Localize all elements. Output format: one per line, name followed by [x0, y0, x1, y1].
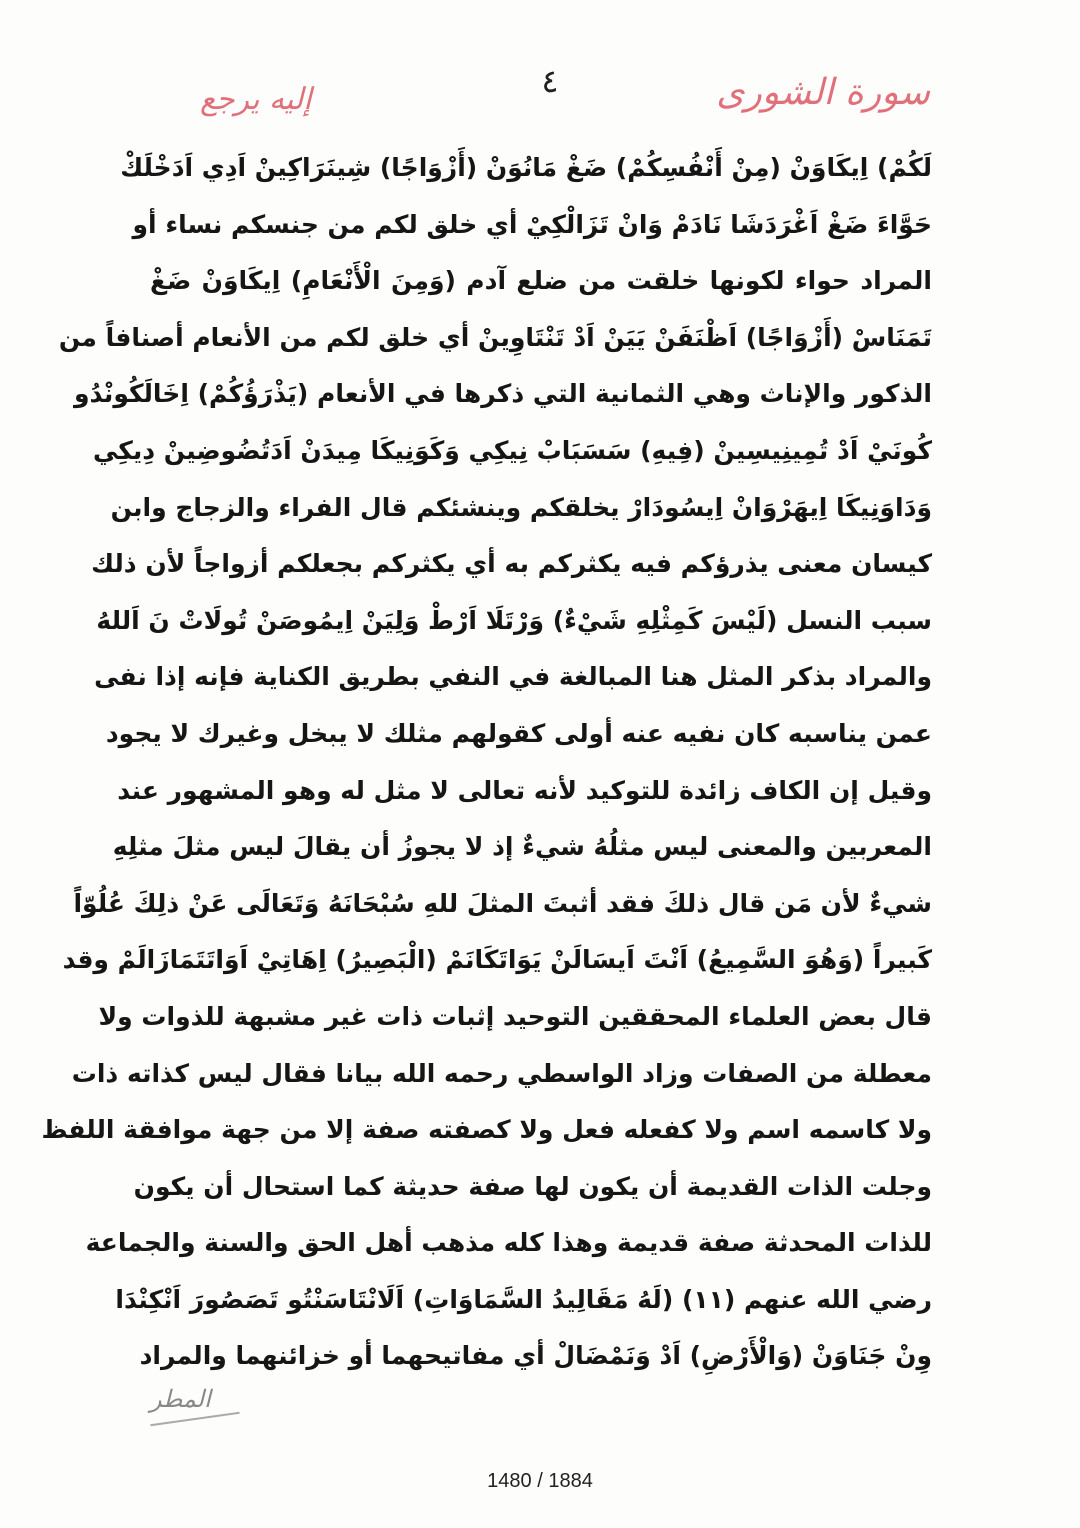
text-line: كُونَيْ اَدْ تُمِينِيسِينْ (فِيهِ) سَسَبَابْ نِيكِي وَكَوَنِيكَا مِيدَنْ اَدَتُضُوضِينْ دِيكِي — [92, 435, 932, 465]
text-line: معطلة من الصفات وزاد الواسطي رحمه الله بيانا فقال ليس كذاته ذات — [71, 1058, 932, 1088]
text-line: لَكُمْ) اِيكَاوَنْ (مِنْ أَنْفُسِكُمْ) ضَغْ مَانُوَنْ (أَزْوَاجًا) شِينَرَاكِينْ اَدِي اَدَخْلَكْ — [120, 153, 932, 182]
margin-note: إليه يرجع — [200, 82, 312, 117]
text-line: وِنْ جَنَاوَنْ (وَالْأَرْضِ) اَدْ وَنَمْضَالْ أي مفاتيحهما أو خزائنهما والمراد — [139, 1341, 932, 1371]
text-line: عمن يناسبه كان نفيه عنه أولى كقولهم مثلك لا يبخل وغيرك لا يجود — [105, 718, 932, 748]
catchword: المطر — [150, 1385, 211, 1413]
text-line: تَمَنَاسْ (أَزْوَاجًا) اَظْنَفَنْ يَيَنْ اَدْ تَنْتَاوِينْ أي خلق لكم من الأنعام أصنافاً من — [58, 322, 932, 352]
text-line: ولا كاسمه اسم ولا كفعله فعل ولا كصفته صفة إلا من جهة موافقة اللفظ — [41, 1115, 932, 1145]
page-counter: 1480 / 1884 — [487, 1470, 593, 1492]
text-line: وجلت الذات القديمة أن يكون لها صفة حديثة كما استحال أن يكون — [133, 1171, 932, 1201]
surah-title: سورة الشورى — [716, 72, 930, 113]
catchword-underline — [150, 1412, 239, 1427]
page-number: ٤ — [541, 62, 559, 100]
text-line: سبب النسل (لَيْسَ كَمِثْلِهِ شَيْءٌ) وَرْتَلَا اَرْطْ وَلِيَنْ اِيمُوصَنْ تُولَاتْ نَ اَللهُ — [96, 605, 932, 635]
text-line: شيءٌ لأن مَن قال ذلكَ فقد أثبتَ المثلَ للهِ سُبْحَانَهُ وَتَعَالَى عَنْ ذلِكَ عُلُوّاً — [73, 888, 932, 918]
text-line: للذات المحدثة صفة قديمة وهذا كله مذهب أهل الحق والسنة والجماعة — [85, 1228, 932, 1258]
text-line: كَبيراً (وَهُوَ السَّمِيعُ) اَنْتَ اَيسَالَنْ يَوَاتَكَانَمْ (الْبَصِيرُ) اِهَاتِيْ اَوَاتَتَمَازَالَمْ وقد — [62, 945, 932, 975]
text-line: كيسان معنى يذرؤكم فيه يكثركم به أي يكثركم بجعلكم أزواجاً لأن ذلك — [91, 549, 932, 579]
text-line: وقيل إن الكاف زائدة للتوكيد لأنه تعالى لا مثل له وهو المشهور عند — [117, 775, 932, 805]
text-line: وَدَاوَنِيكَا اِيهَرْوَانْ اِيسُودَارْ يخلقكم وينشئكم قال الفراء والزجاج وابن — [110, 492, 932, 522]
body-text — [41, 140, 932, 1385]
text-line: المراد حواء لكونها خلقت من ضلع آدم (وَمِنَ الْأَنْعَامِ) اِيكَاوَنْ ضَغْ — [150, 266, 932, 296]
text-line: المعربين والمعنى ليس مثلُهُ شيءٌ إذ لا يجوزُ أن يقالَ ليس مثلَ مثلِهِ — [112, 832, 932, 862]
text-line: رضي الله عنهم (١١) (لَهُ مَقَالِيدُ السَّمَاوَاتِ) اَلَانْتَاسَنْتُو تَصَصُورَ اَنْكِنْدَا — [115, 1284, 932, 1314]
text-line: والمراد بذكر المثل هنا المبالغة في النفي بطريق الكناية فإنه إذا نفى — [94, 662, 932, 692]
text-line: حَوَّاءَ ضَغْ اَغْرَدَشَا نَادَمْ وَانْ تَزَالْكِيْ أي خلق لكم من جنسكم نساء أو — [132, 209, 932, 239]
text-line: قال بعض العلماء المحققين التوحيد إثبات ذات غير مشبهة للذوات ولا — [98, 1001, 932, 1031]
text-line: الذكور والإناث وهي الثمانية التي ذكرها في الأنعام (يَذْرَؤُكُمْ) اِخَالَكُونْدُو — [73, 379, 932, 409]
